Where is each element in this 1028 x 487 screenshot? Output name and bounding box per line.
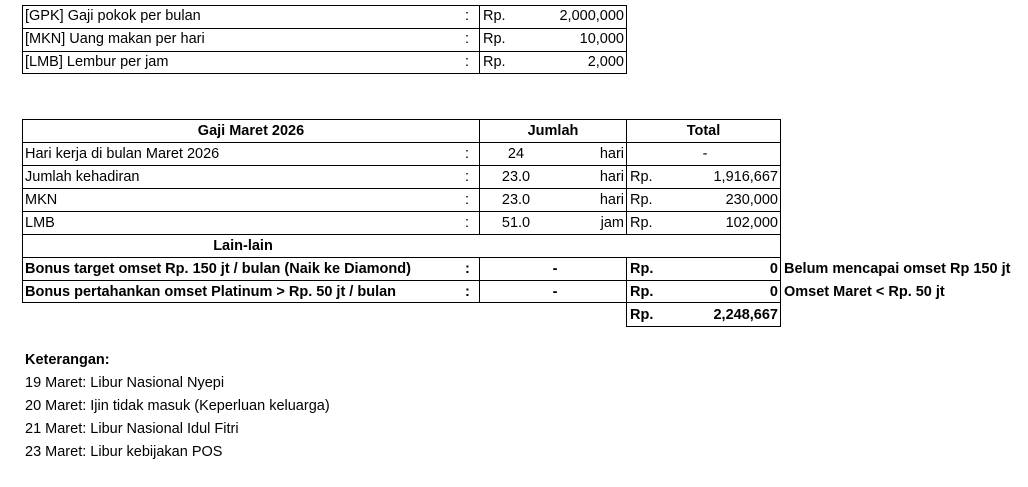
bonus-currency: Rp. <box>630 261 654 277</box>
bonus-qty: - <box>552 284 558 300</box>
bonus-currency: Rp. <box>630 284 654 300</box>
rate-label: [GPK] Gaji pokok per bulan <box>25 8 201 24</box>
rate-value: 10,000 <box>579 31 624 47</box>
rate-label: [MKN] Uang makan per hari <box>25 31 205 47</box>
bonus-total: 0 <box>769 284 778 300</box>
bonus-label: Bonus target omset Rp. 150 jt / bulan (Naik ke Diamond) <box>25 261 411 277</box>
note-item: 23 Maret: Libur kebijakan POS <box>25 444 223 460</box>
rate-currency: Rp. <box>483 8 506 24</box>
rate-currency: Rp. <box>483 54 506 70</box>
salary-row-label: Hari kerja di bulan Maret 2026 <box>25 146 220 162</box>
bonus-colon: : <box>465 284 470 300</box>
note-item: 20 Maret: Ijin tidak masuk (Keperluan keluarga) <box>25 398 330 414</box>
salary-row-unit: jam <box>600 215 624 231</box>
salary-row-qty: 51.0 <box>501 215 531 231</box>
rate-colon: : <box>465 8 470 24</box>
bonus-note: Belum mencapai omset Rp 150 jt <box>784 261 1011 277</box>
rate-colon: : <box>465 31 470 47</box>
bonus-qty: - <box>552 261 558 277</box>
salary-header-total: Total <box>686 123 721 139</box>
salary-row-currency: Rp. <box>630 169 653 185</box>
salary-row-label: MKN <box>25 192 58 208</box>
salary-row-qty: 24 <box>507 146 525 162</box>
salary-header-jumlah: Jumlah <box>527 123 579 139</box>
salary-section-title: Lain-lain <box>213 238 273 254</box>
salary-row-unit: hari <box>599 169 624 185</box>
bonus-colon: : <box>465 261 470 277</box>
salary-row-colon: : <box>465 169 470 185</box>
salary-row-unit: hari <box>599 192 624 208</box>
salary-row-currency: Rp. <box>630 215 653 231</box>
note-item: 21 Maret: Libur Nasional Idul Fitri <box>25 421 239 437</box>
note-item: 19 Maret: Libur Nasional Nyepi <box>25 375 225 391</box>
salary-row-label: LMB <box>25 215 55 231</box>
salary-row-colon: : <box>465 192 470 208</box>
salary-row-total: - <box>702 146 708 162</box>
salary-row-currency: Rp. <box>630 192 653 208</box>
salary-row-total: 1,916,667 <box>713 169 778 185</box>
rate-label: [LMB] Lembur per jam <box>25 54 169 70</box>
salary-row-total: 102,000 <box>725 215 778 231</box>
salary-row-total: 230,000 <box>725 192 778 208</box>
salary-header-title: Gaji Maret 2026 <box>197 123 305 139</box>
salary-row-colon: : <box>465 146 470 162</box>
salary-row-unit: hari <box>599 146 624 162</box>
rate-currency: Rp. <box>483 31 506 47</box>
salary-row-label: Jumlah kehadiran <box>25 169 140 185</box>
bonus-label: Bonus pertahankan omset Platinum > Rp. 50 jt / bulan <box>25 284 397 300</box>
rate-value: 2,000 <box>587 54 624 70</box>
salary-row-qty: 23.0 <box>501 169 531 185</box>
rate-colon: : <box>465 54 470 70</box>
salary-row-colon: : <box>465 215 470 231</box>
salary-row-qty: 23.0 <box>501 192 531 208</box>
notes-title: Keterangan: <box>25 352 110 368</box>
rate-value: 2,000,000 <box>559 8 624 24</box>
bonus-note: Omset Maret < Rp. 50 jt <box>784 284 945 300</box>
grand-total-value: 2,248,667 <box>713 307 778 323</box>
grand-total-currency: Rp. <box>630 307 654 323</box>
bonus-total: 0 <box>769 261 778 277</box>
